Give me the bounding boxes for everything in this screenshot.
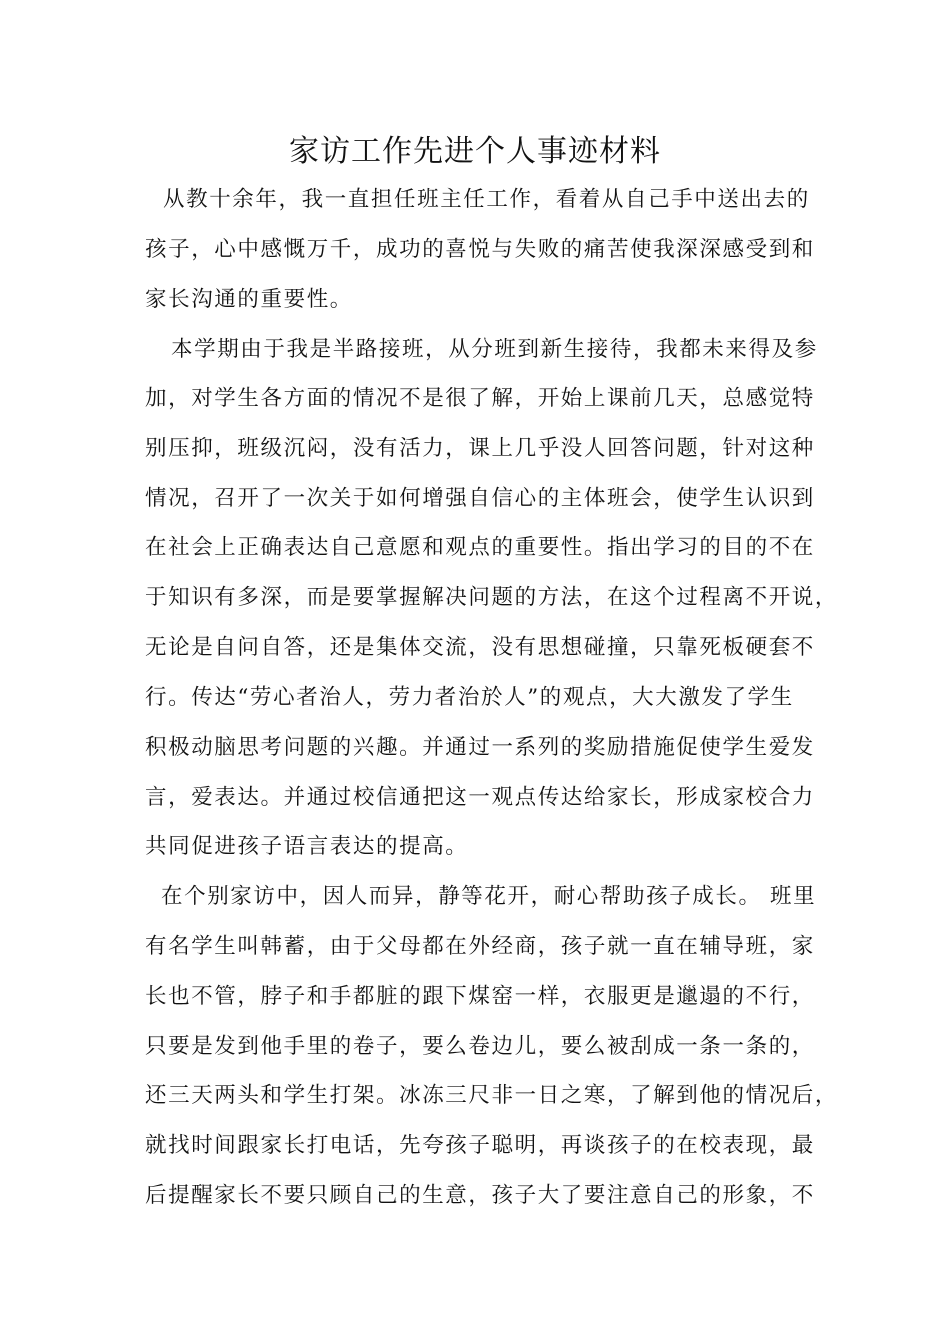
paragraph-3-line-6: 就找时间跟家长打电话，先夸孩子聪明，再谈孩子的在校表现，最: [145, 1133, 815, 1158]
paragraph-3-line-7: 后提醒家长不要只顾自己的生意，孩子大了要注意自己的形象，不: [145, 1183, 815, 1208]
paragraph-2-line-8: 行。传达“劳心者治人，劳力者治於人”的观点，大大激发了学生: [145, 685, 794, 710]
paragraph-2-line-11: 共同促进孩子语言表达的提高。: [145, 834, 469, 859]
paragraph-2-line-2: 加，对学生各方面的情况不是很了解，开始上课前几天，总感觉特: [145, 386, 815, 411]
paragraph-3-line-4: 只要是发到他手里的卷子，要么卷边儿，要么被刮成一条一条的，: [145, 1034, 815, 1059]
paragraph-3-line-1: 在个别家访中，因人而异，静等花开，耐心帮助孩子成长。 班里: [161, 884, 817, 909]
paragraph-3-line-2: 有名学生叫韩蓄，由于父母都在外经商，孩子就一直在辅导班，家: [145, 934, 815, 959]
paragraph-2-line-1: 本学期由于我是半路接班，从分班到新生接待，我都未来得及参: [171, 337, 818, 362]
document-title: 家访工作先进个人事迹材料: [289, 134, 661, 169]
paragraph-2-line-5: 在社会上正确表达自己意愿和观点的重要性。指出学习的目的不在: [145, 535, 815, 560]
paragraph-3-line-5: 还三天两头和学生打架。冰冻三尺非一日之寒，了解到他的情况后，: [145, 1083, 839, 1108]
paragraph-2-line-4: 情况，召开了一次关于如何增强自信心的主体班会，使学生认识到: [145, 486, 815, 511]
paragraph-2-line-7: 无论是自问自答，还是集体交流，没有思想碰撞，只靠死板硬套不: [145, 635, 815, 660]
paragraph-2-line-6: 于知识有多深，而是要掌握解决问题的方法，在这个过程离不开说，: [145, 585, 839, 610]
paragraph-3-line-3: 长也不管，脖子和手都脏的跟下煤窑一样，衣服更是邋遢的不行，: [145, 984, 815, 1009]
paragraph-2-line-9: 积极动脑思考问题的兴趣。并通过一系列的奖励措施促使学生爱发: [145, 735, 815, 760]
paragraph-2-line-3: 别压抑，班级沉闷，没有活力，课上几乎没人回答问题，针对这种: [145, 436, 815, 461]
paragraph-1-line-3: 家长沟通的重要性。: [145, 287, 353, 312]
paragraph-1-line-2: 孩子，心中感慨万千，成功的喜悦与失败的痛苦使我深深感受到和: [145, 237, 815, 262]
paragraph-2-line-10: 言，爱表达。并通过校信通把这一观点传达给家长，形成家校合力: [145, 785, 815, 810]
paragraph-1-line-1: 从教十余年，我一直担任班主任工作，看着从自己手中送出去的: [163, 187, 810, 212]
